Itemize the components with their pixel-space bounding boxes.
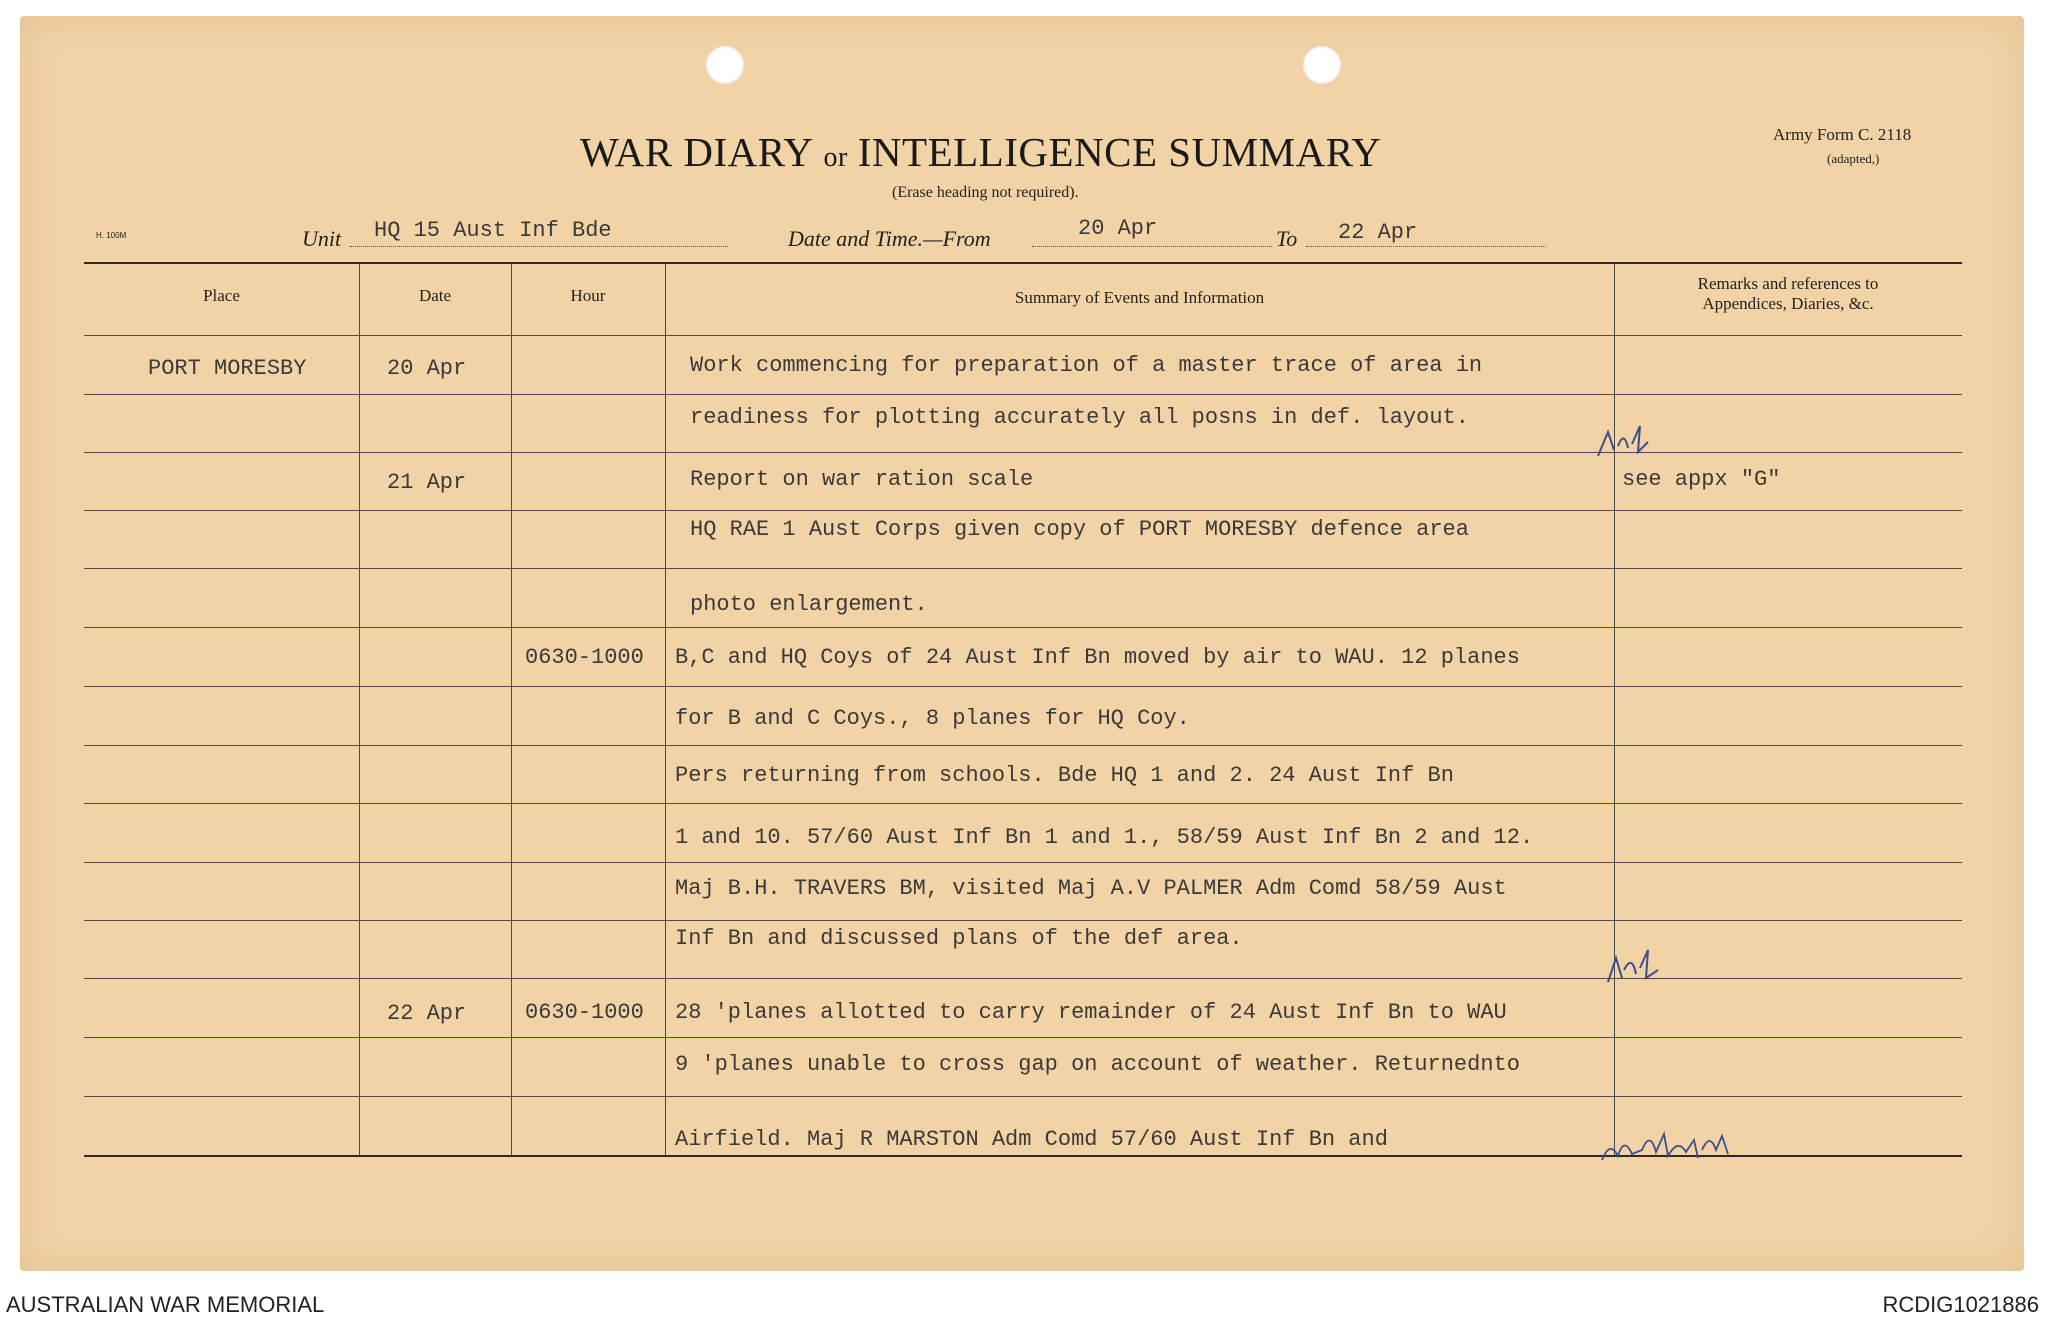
row-6-hour: 0630-1000 [525,645,644,670]
col-divider-summary [1614,263,1615,1155]
document-page [20,16,2024,1271]
row-rule [84,394,1962,395]
title-war-diary: WAR DIARY [580,129,814,175]
row-4-summary: HQ RAE 1 Aust Corps given copy of PORT MORESBY defence area [690,517,1469,542]
row-7-summary: for B and C Coys., 8 planes for HQ Coy. [675,706,1190,731]
col-divider-hour [665,263,666,1155]
header-date: Date [418,286,452,305]
row-8-summary: Pers returning from schools. Bde HQ 1 and 2. 24 Aust Inf Bn [675,763,1454,788]
row-2-summary: readiness for plotting accurately all posns in def. layout. [690,405,1469,430]
date-from-underline [1032,246,1272,247]
date-from-value: 20 Apr [1078,216,1158,241]
row-12-hour: 0630-1000 [525,1000,644,1025]
title-intelligence-summary: INTELLIGENCE SUMMARY [857,129,1382,175]
row-1-place: PORT MORESBY [148,356,307,381]
form-subtitle: (Erase heading not required). [892,184,1079,201]
row-rule [84,745,1962,746]
row-rule [84,862,1962,863]
table-top-rule [84,262,1962,264]
row-9-summary: 1 and 10. 57/60 Aust Inf Bn 1 and 1., 58/59 Aust Inf Bn 2 and 12. [675,825,1534,850]
date-to-label: To [1276,226,1298,251]
form-title [580,128,1381,176]
col-divider-date [511,263,512,1155]
date-from-label: Date and Time.—From [788,226,991,251]
unit-label: Unit [302,226,342,251]
header-summary: Summary of Events and Information [1014,288,1265,307]
row-rule [84,452,1962,453]
row-rule [84,978,1962,979]
row-rule [84,1096,1962,1097]
army-form-adapted: (adapted,) [1827,151,1880,166]
header-remarks [1614,274,1962,314]
row-3-summary: Report on war ration scale [690,467,1034,492]
row-rule [84,510,1962,511]
handwritten-initials-1 [1594,420,1654,460]
punch-hole-right [1303,46,1341,84]
row-6-summary: B,C and HQ Coys of 24 Aust Inf Bn moved by air to WAU. 12 planes [675,645,1520,670]
row-rule [84,803,1962,804]
row-rule [84,568,1962,569]
row-3-date: 21 Apr [387,470,467,495]
header-place: Place [203,286,240,305]
row-5-summary: photo enlargement. [690,592,928,617]
title-or: or [823,142,848,173]
row-11-summary: Inf Bn and discussed plans of the def area. [675,926,1243,951]
row-rule [84,627,1962,628]
row-rule [84,1037,1962,1038]
row-3-remarks: see appx "G" [1622,467,1781,492]
row-14-summary: Airfield. Maj R MARSTON Adm Comd 57/60 Aust Inf Bn and [675,1127,1388,1152]
row-12-summary: 28 'planes allotted to carry remainder of 24 Aust Inf Bn to WAU [675,1000,1507,1025]
print-code: H. 100M [96,231,127,240]
header-hour: Hour [570,286,606,305]
unit-value: HQ 15 Aust Inf Bde [374,218,612,243]
handwritten-initials-2 [1604,944,1664,986]
date-to-value: 22 Apr [1338,220,1418,245]
footer-institution: AUSTRALIAN WAR MEMORIAL [6,1292,325,1317]
row-12-date: 22 Apr [387,1001,467,1026]
handwritten-signature [1598,1120,1738,1168]
footer-record-id: RCDIG1021886 [1882,1292,2039,1317]
header-remarks-line2: Appendices, Diaries, &c. [1702,294,1874,313]
row-1-summary: Work commencing for preparation of a master trace of area in [690,353,1483,378]
army-form-number: Army Form C. 2118 [1773,125,1912,144]
row-10-summary: Maj B.H. TRAVERS BM, visited Maj A.V PALMER Adm Comd 58/59 Aust [675,876,1507,901]
row-13-summary: 9 'planes unable to cross gap on account of weather. Returnednto [675,1052,1520,1077]
row-rule [84,335,1962,336]
row-1-date: 20 Apr [387,356,467,381]
punch-hole-left [706,46,744,84]
col-divider-place [359,263,360,1155]
unit-underline [350,246,728,247]
date-to-underline [1306,246,1546,247]
header-remarks-line1: Remarks and references to [1697,274,1879,293]
row-rule [84,686,1962,687]
row-rule [84,920,1962,921]
